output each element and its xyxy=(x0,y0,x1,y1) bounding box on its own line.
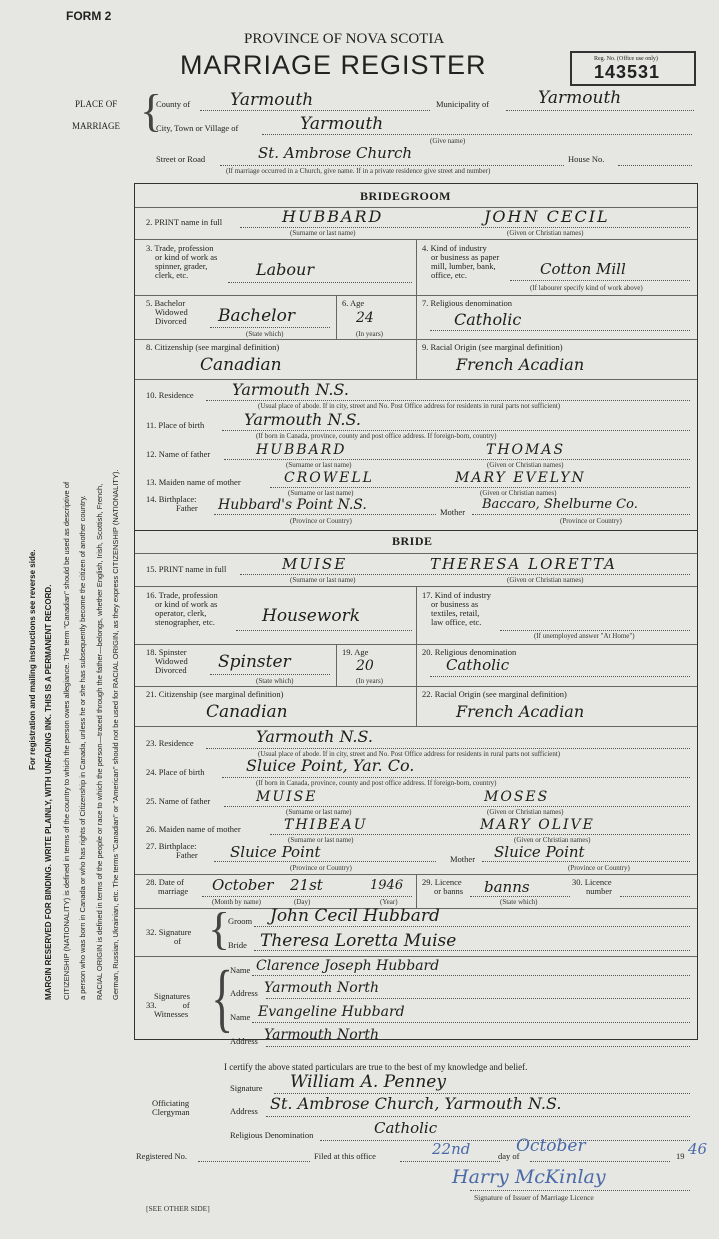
groom-father-given-sub: (Given or Christian names) xyxy=(487,461,564,469)
bride-father-given: MOSES xyxy=(484,789,550,805)
w1-name-label: Name xyxy=(230,965,251,975)
denomination-value: Catholic xyxy=(374,1119,438,1137)
bride-mother-surname: THIBEAU xyxy=(284,817,368,833)
marriage-year: 1946 xyxy=(370,878,404,893)
clergy-address: St. Ambrose Church, Yarmouth N.S. xyxy=(270,1094,562,1113)
bride-surname-sub: (Surname or last name) xyxy=(290,576,356,584)
bride-name-label: 15. PRINT name in full xyxy=(146,564,227,574)
reg-number-box xyxy=(570,51,696,86)
groom-age: 24 xyxy=(356,310,374,326)
bride-surname: MUISE xyxy=(282,555,348,573)
groom-father-given: THOMAS xyxy=(486,442,566,458)
groom-father-surname-sub: (Surname or last name) xyxy=(286,461,352,469)
bride-given: THERESA LORETTA xyxy=(430,555,617,573)
groom-name-label: 2. PRINT name in full xyxy=(146,217,223,227)
side-racial-2: German, Russian, Ukrainian, etc. The terms "Canadian" or "American" should not be used for RACIAL ORIGIN, as they express CITIZENSHIP (NATIONALITY). xyxy=(111,469,120,1000)
filed-month: October xyxy=(516,1136,586,1156)
place-brace: { xyxy=(140,85,163,136)
municipality-label: Municipality of xyxy=(436,99,490,109)
groom-residence-note: (Usual place of abode. If in city, street and No. Post Office address for residents in rural parts not sufficient) xyxy=(258,402,561,410)
groom-birthplace-parents-label: 14. Birthplace: Father xyxy=(146,494,198,513)
groom-status: Bachelor xyxy=(218,306,295,326)
witness2-name: Evangeline Hubbard xyxy=(258,1004,405,1020)
give-name-note: (Give name) xyxy=(430,137,466,145)
bride-mother-surname-sub: (Surname or last name) xyxy=(288,836,354,844)
groom-given-sub: (Given or Christian names) xyxy=(507,229,584,237)
county-label: County of xyxy=(156,99,191,109)
groom-surname-sub: (Surname or last name) xyxy=(290,229,356,237)
w2-name-label: Name xyxy=(230,1012,251,1022)
bride-industry-note: (If unemployed answer "At Home") xyxy=(534,632,635,640)
bride-status-label: 18. Spinster Widowed Divorced xyxy=(146,647,188,675)
bride-birthplace-label: 24. Place of birth xyxy=(146,767,205,777)
year-prefix: 19 xyxy=(676,1151,685,1161)
groom-residence-label: 10. Residence xyxy=(146,390,194,400)
issuer-label: Signature of Issuer of Marriage Licence xyxy=(474,1193,594,1202)
groom-origin-label: 9. Racial Origin (see marginal definition) xyxy=(422,342,563,352)
filed-year: 46 xyxy=(688,1140,708,1158)
see-other-side: [SEE OTHER SIDE] xyxy=(146,1204,210,1213)
marriage-month-sub: (Month by name) xyxy=(212,898,261,906)
signature-label: 32. Signature of xyxy=(146,927,192,946)
groom-trade-label: 3. Trade, profession or kind of work as spinner, grader, clerk, etc. xyxy=(146,243,218,280)
bride-religion: Catholic xyxy=(446,656,510,674)
bride-residence: Yarmouth N.S. xyxy=(256,727,373,746)
marriage-day-sub: (Day) xyxy=(294,898,311,906)
licence-value: banns xyxy=(484,878,530,896)
groom-mother-surname-sub: (Surname or last name) xyxy=(288,489,354,497)
bride-residence-note: (Usual place of abode. If in city, street and No. Post Office address for residents in rural parts not sufficient) xyxy=(258,750,561,758)
bride-father-surname-sub: (Surname or last name) xyxy=(286,808,352,816)
bride-father-birth-sub: (Province or Country) xyxy=(290,864,352,872)
side-racial-1: RACIAL ORIGIN is defined in terms of the people or race to which the person—traced through the father—belongs, whether English, Irish, Scottish, French, xyxy=(95,483,104,1000)
groom-birthplace: Yarmouth N.S. xyxy=(244,410,361,429)
bride-mother-birth-label: Mother xyxy=(450,854,476,864)
groom-mother-label: 13. Maiden name of mother xyxy=(146,477,241,487)
groom-mother-birth-sub: (Province or Country) xyxy=(560,517,622,525)
side-instructions: For registration and mailing instructions see reverse side. xyxy=(28,549,37,770)
groom-given: JOHN CECIL xyxy=(484,207,610,226)
bride-signature: Theresa Loretta Muise xyxy=(260,931,457,951)
witness-label: Signatures 33. of Witnesses xyxy=(146,991,190,1019)
witness-brace: { xyxy=(211,956,234,1040)
side-margin-note: MARGIN RESERVED FOR BINDING. WRITE PLAINLY, WITH UNFADING INK. THIS IS A PERMANENT RECORD. xyxy=(44,584,53,1000)
bride-residence-label: 23. Residence xyxy=(146,738,194,748)
place-label-1: PLACE OF xyxy=(75,99,118,109)
groom-religion: Catholic xyxy=(454,310,522,329)
groom-industry-label: 4. Kind of industry or business as paper mill, lumber, bank, office, etc. xyxy=(422,243,500,280)
certify-statement: I certify the above stated particulars are true to the best of my knowledge and belief. xyxy=(224,1062,528,1072)
bride-father-birthplace: Sluice Point xyxy=(230,843,321,861)
side-citizenship-2: a person who was born in Canada or who has rights of Citizenship in Canada, unless he or she has subsequently become the citizen of another country. xyxy=(78,495,87,1000)
bride-age-label: 19. Age xyxy=(342,647,369,657)
bride-mother-birth-sub: (Province or Country) xyxy=(568,864,630,872)
municipality-value: Yarmouth xyxy=(538,88,622,108)
place-note: (If marriage occurred in a Church, give name. If in a private residence give street and number) xyxy=(226,167,491,175)
bride-status-sub: (State which) xyxy=(256,677,294,685)
bride-industry-label: 17. Kind of industry or business as textiles, retail, law office, etc. xyxy=(422,590,491,627)
bride-mother-birthplace: Sluice Point xyxy=(494,843,585,861)
bride-father-given-sub: (Given or Christian names) xyxy=(487,808,564,816)
clergy-sig-label: Signature xyxy=(230,1083,263,1093)
bride-section-title: BRIDE xyxy=(392,534,433,548)
house-label: House No. xyxy=(568,154,605,164)
groom-sig-label: Groom xyxy=(228,916,253,926)
groom-mother-surname: CROWELL xyxy=(284,470,374,486)
denomination-label: Religious Denomination xyxy=(230,1130,314,1140)
place-label-2: MARRIAGE xyxy=(72,121,121,131)
bride-trade-label: 16. Trade, profession or kind of work as operator, clerk, stenographer, etc. xyxy=(146,590,218,627)
groom-father-label: 12. Name of father xyxy=(146,449,211,459)
marriage-date-label: 28. Date of marriage xyxy=(146,877,189,896)
bride-citizenship-label: 21. Citizenship (see marginal definition) xyxy=(146,689,284,699)
city-value: Yarmouth xyxy=(300,114,384,134)
bride-given-sub: (Given or Christian names) xyxy=(507,576,584,584)
groom-industry-note: (If labourer specify kind of work above) xyxy=(530,284,643,292)
licence-sub: (State which) xyxy=(500,898,538,906)
bride-birthplace-parents-label: 27. Birthplace: Father xyxy=(146,841,198,860)
groom-father-birth-sub: (Province or Country) xyxy=(290,517,352,525)
licence-number-label: 30. Licence number xyxy=(572,877,612,896)
clergy-label: Officiating Clergyman xyxy=(152,1098,190,1117)
bride-birthplace-note: (If born in Canada, province, county and post office address. If foreign-born, country) xyxy=(256,779,497,787)
groom-religion-label: 7. Religious denomination xyxy=(422,298,512,308)
bride-mother-label: 26. Maiden name of mother xyxy=(146,824,241,834)
day-of-label: day of xyxy=(498,1151,520,1161)
issuer-signature: Harry McKinlay xyxy=(452,1166,606,1188)
groom-age-label: 6. Age xyxy=(342,298,365,308)
witness2-address: Yarmouth North xyxy=(264,1027,380,1043)
bride-origin: French Acadian xyxy=(456,702,585,721)
registered-label: Registered No. xyxy=(136,1151,187,1161)
reg-number-label: Reg. No. (Office use only) xyxy=(594,56,658,62)
clergy-signature: William A. Penney xyxy=(290,1072,446,1092)
signature-brace: { xyxy=(208,903,231,954)
witness1-name: Clarence Joseph Hubbard xyxy=(256,958,440,974)
marriage-year-sub: (Year) xyxy=(380,898,398,906)
bride-age-sub: (In years) xyxy=(356,677,384,685)
groom-mother-birthplace: Baccaro, Shelburne Co. xyxy=(482,497,638,512)
filed-day: 22nd xyxy=(432,1140,471,1158)
reg-number: 143531 xyxy=(594,62,661,82)
bride-trade: Housework xyxy=(262,606,361,626)
groom-age-sub: (In years) xyxy=(356,330,384,338)
bride-origin-label: 22. Racial Origin (see marginal definition) xyxy=(422,689,567,699)
groom-signature: John Cecil Hubbard xyxy=(270,906,440,926)
groom-mother-birth-label: Mother xyxy=(440,507,466,517)
bride-mother-given-sub: (Given or Christian names) xyxy=(514,836,591,844)
groom-status-label: 5. Bachelor Widowed Divorced xyxy=(146,298,188,326)
w2-address-label: Address xyxy=(230,1036,258,1046)
groom-father-surname: HUBBARD xyxy=(256,442,347,458)
marriage-month: October xyxy=(212,876,274,894)
groom-status-sub: (State which) xyxy=(246,330,284,338)
bride-religion-label: 20. Religious denomination xyxy=(422,647,517,657)
bride-father-label: 25. Name of father xyxy=(146,796,211,806)
street-label: Street or Road xyxy=(156,154,206,164)
filed-label: Filed at this office xyxy=(314,1151,376,1161)
county-value: Yarmouth xyxy=(230,90,314,110)
groom-residence: Yarmouth N.S. xyxy=(232,380,349,399)
marriage-day: 21st xyxy=(290,876,323,894)
bride-age: 20 xyxy=(356,658,374,674)
province-heading: PROVINCE OF NOVA SCOTIA xyxy=(244,31,445,47)
groom-citizenship: Canadian xyxy=(200,355,282,375)
bride-status: Spinster xyxy=(218,652,291,672)
form-number: FORM 2 xyxy=(66,9,112,23)
clergy-address-label: Address xyxy=(230,1106,258,1116)
groom-section-title: BRIDEGROOM xyxy=(360,189,452,203)
groom-citizenship-label: 8. Citizenship (see marginal definition) xyxy=(146,342,280,352)
groom-birthplace-label: 11. Place of birth xyxy=(146,420,205,430)
w1-address-label: Address xyxy=(230,988,258,998)
groom-origin: French Acadian xyxy=(456,355,585,374)
groom-trade: Labour xyxy=(256,260,314,279)
bride-sig-label: Bride xyxy=(228,940,247,950)
document-title: MARRIAGE REGISTER xyxy=(180,50,487,80)
witness1-address: Yarmouth North xyxy=(264,980,380,996)
groom-father-birthplace: Hubbard's Point N.S. xyxy=(218,497,367,513)
groom-mother-given: MARY EVELYN xyxy=(455,470,586,486)
groom-mother-given-sub: (Given or Christian names) xyxy=(480,489,557,497)
bride-mother-given: MARY OLIVE xyxy=(480,817,595,833)
bride-citizenship: Canadian xyxy=(206,702,288,722)
licence-label: 29. Licence or banns xyxy=(422,877,464,896)
groom-surname: HUBBARD xyxy=(282,207,384,226)
groom-birthplace-note: (If born in Canada, province, county and post office address. If foreign-born, country) xyxy=(256,432,497,440)
groom-industry: Cotton Mill xyxy=(540,260,626,278)
street-value: St. Ambrose Church xyxy=(258,144,413,162)
side-citizenship-1: CITIZENSHIP (NATIONALITY) is defined in terms of the country to which the person owes allegiance. The term "Canadian" should be used as descriptive of xyxy=(62,481,71,1000)
city-label: City, Town or Village of xyxy=(156,123,239,133)
bride-birthplace: Sluice Point, Yar. Co. xyxy=(246,756,415,775)
bride-father-surname: MUISE xyxy=(256,789,318,805)
